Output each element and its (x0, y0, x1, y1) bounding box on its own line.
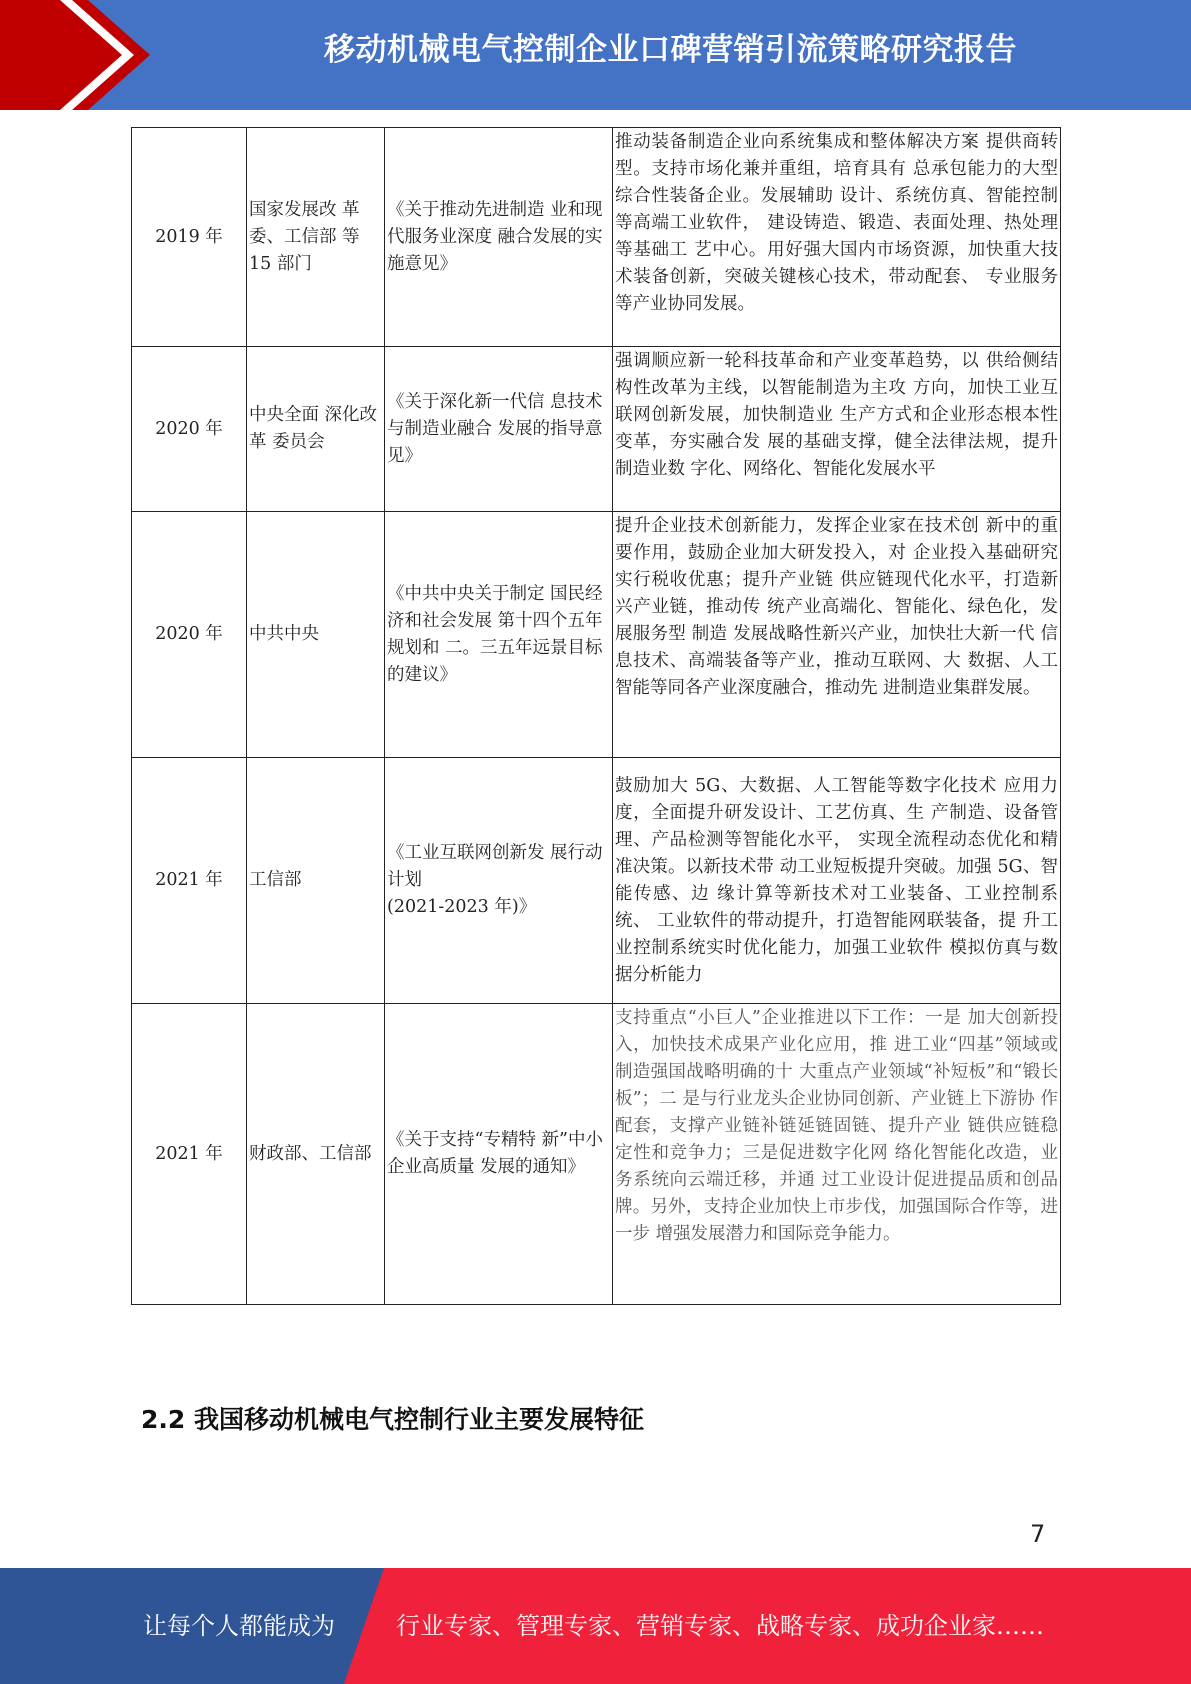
page-footer (0, 1568, 1191, 1684)
table-row (132, 1004, 1061, 1305)
content-cell: 强调顺应新一轮科技革命和产业变革趋势，以 供给侧结构性改革为主线，以智能制造为主攻 方向，加快工业互联网创新发展，加快制造业 生产方式和企业形态根本性变革，夯实融合发 展的基础支撑，健全法律法规，提升制造业数 字化、网络化、智能化发展水平 (613, 347, 1061, 512)
policy-table (131, 127, 1061, 1305)
content-cell: 鼓励加大 5G、大数据、人工智能等数字化技术 应用力度，全面提升研发设计、工艺仿真、生 产制造、设备管理、产品检测等智能化水平， 实现全流程动态优化和精准决策。以新技术带 动工业短板提升突破。加强 5G、智能传感、边 缘计算等新技术对工业装备、工业控制系统、 工业软件的带动提升，打造智能网联装备，提 升工业控制系统实时优化能力，加强工业软件 模拟仿真与数据分析能力 (613, 758, 1061, 1004)
content-cell: 推动装备制造企业向系统集成和整体解决方案 提供商转型。支持市场化兼并重组，培育具有 总承包能力的大型综合性装备企业。发展辅助 设计、系统仿真、智能控制等高端工业软件， 建设铸造、锻造、表面处理、热处理等基础工 艺中心。用好强大国内市场资源，加快重大技 术装备创新，突破关键核心技术，带动配套、 专业服务等产业协同发展。 (613, 128, 1061, 347)
year-cell: 2019 年 (132, 128, 247, 347)
page-header (0, 0, 1191, 110)
report-title: 移动机械电气控制企业口碑营销引流策略研究报告 (324, 32, 1017, 68)
year-cell: 2021 年 (132, 1004, 247, 1305)
issuer-cell: 中央全面 深化改革 委员会 (247, 347, 385, 512)
issuer-cell: 财政部、工信部 (247, 1004, 385, 1305)
section-heading: 2.2 我国移动机械电气控制行业主要发展特征 (141, 1405, 644, 1434)
table-row (132, 758, 1061, 1004)
year-cell: 2020 年 (132, 512, 247, 758)
table-row (132, 512, 1061, 758)
issuer-cell: 工信部 (247, 758, 385, 1004)
issuer-cell: 中共中央 (247, 512, 385, 758)
year-cell: 2021 年 (132, 758, 247, 1004)
document-cell: 《关于支持“专精特 新”中小企业高质量 发展的通知》 (385, 1004, 613, 1305)
document-cell (385, 758, 613, 1004)
issuer-cell: 国家发展改 革委、工信部 等 15 部门 (247, 128, 385, 347)
document-cell: 《关于推动先进制造 业和现代服务业深度 融合发展的实施意见》 (385, 128, 613, 347)
document-cell: 《中共中央关于制定 国民经济和社会发展 第十四个五年规划和 二。三五年远景目标 的建议》 (385, 512, 613, 758)
table-row (132, 347, 1061, 512)
table-row (132, 128, 1061, 347)
document-title-line: 《工业互联网创新发 展行动计划 (387, 843, 603, 890)
footer-slogan-left: 让每个人都能成为 (143, 1612, 335, 1640)
content-cell: 提升企业技术创新能力，发挥企业家在技术创 新中的重要作用，鼓励企业加大研发投入，对 企业投入基础研究实行税收优惠；提升产业链 供应链现代化水平，打造新兴产业链，推动传 统产业高端化、智能化、绿色化，发展服务型 制造 发展战略性新兴产业，加快壮大新一代 信息技术、高端装备等产业，推动互联网、大 数据、人工智能等同各产业深度融合，推动先 进制造业集群发展。 (613, 512, 1061, 758)
page-number: 7 (1030, 1520, 1046, 1548)
header-arrow-icon (0, 0, 160, 110)
footer-slogan-right: 行业专家、管理专家、营销专家、战略专家、成功企业家…… (396, 1612, 1044, 1640)
year-cell: 2020 年 (132, 347, 247, 512)
document-title-line: (2021-2023 年)》 (387, 897, 537, 917)
content-cell: 支持重点“小巨人”企业推进以下工作：一是 加大创新投入，加快技术成果产业化应用，推 进工业“四基”领域或制造强国战略明确的十 大重点产业领域“补短板”和“锻长板”；二 是与行业龙头企业协同创新、产业链上下游协 作配套，支撑产业链补链延链固链、提升产业 链供应链稳定性和竞争力；三是促进数字化网 络化智能化改造，业务系统向云端迁移，并通 过工业设计促进提品质和创品牌。另外，支持企业加快上市步伐，加强国际合作等，进一步 增强发展潜力和国际竞争能力。 (613, 1004, 1061, 1305)
document-cell: 《关于深化新一代信 息技术与制造业融合 发展的指导意见》 (385, 347, 613, 512)
